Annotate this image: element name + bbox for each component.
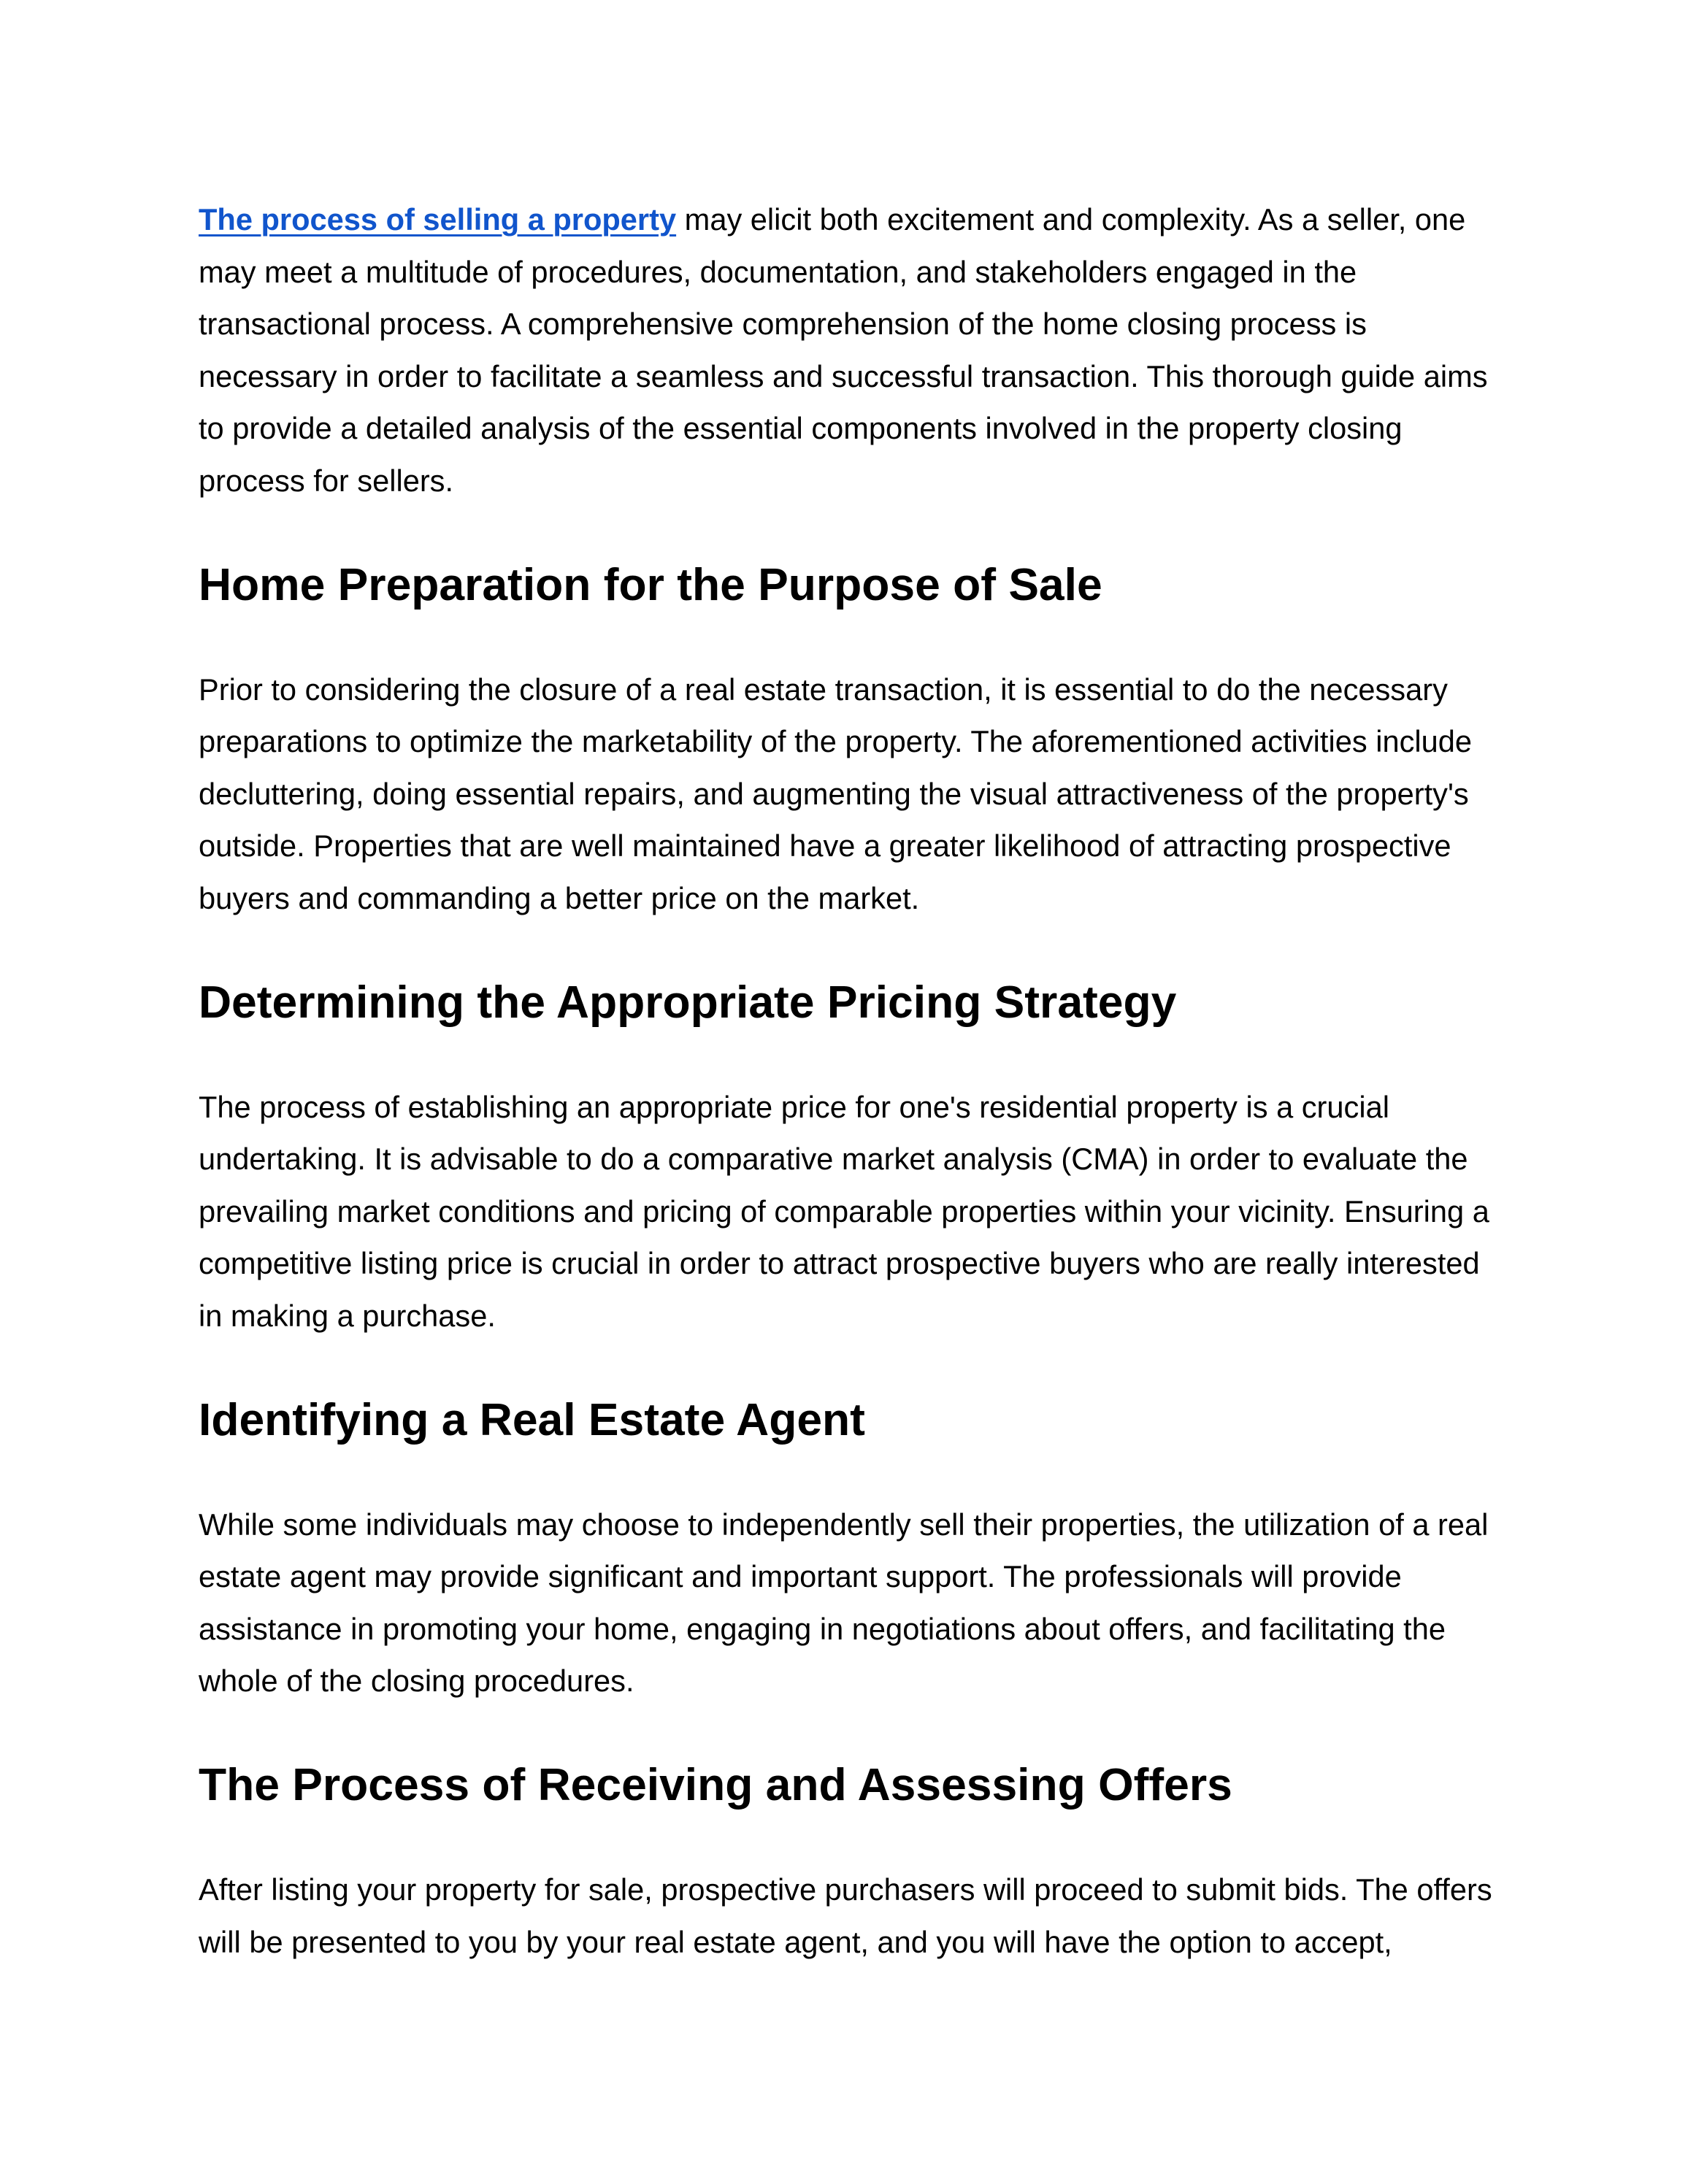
section-body-pricing-strategy: The process of establishing an appropriate price for one's residential property is a crucial undertaking. It is advisable to do a comparative market analysis (CMA) in order to evaluate the prevailing market conditions and pricing of comparable properties within your vicinity. Ensuring a competitive listing price is crucial in order to attract prospective buyers who are really interested in making a purchase. <box>199 1089 1489 1333</box>
section-heading-real-estate-agent: Identifying a Real Estate Agent <box>199 1394 865 1445</box>
document-body <box>199 193 1498 2020</box>
intro-text: may elicit both excitement and complexity. As a seller, one may meet a multitude of procedures, documentation, and stakeholders engaged in the transactional process. A comprehensive comprehension of the home closing process is necessary in order to facilitate a seamless and successful transaction. This thorough guide aims to provide a detailed analysis of the essential components involved in the property closing process for sellers. <box>199 202 1488 498</box>
section-heading-pricing-strategy: Determining the Appropriate Pricing Strategy <box>199 977 1177 1028</box>
section-body-home-preparation: Prior to considering the closure of a real estate transaction, it is essential to do the necessary preparations to optimize the marketability of the property. The aforementioned activities include decluttering, doing essential repairs, and augmenting the visual attractiveness of the property's outside. Properties that are well maintained have a greater likelihood of attracting prospective buyers and commanding a better price on the market. <box>199 672 1473 915</box>
section-heading-offers: The Process of Receiving and Assessing Offers <box>199 1760 1232 1810</box>
section-body-offers: After listing your property for sale, prospective purchasers will proceed to submit bids. The offers will be presented to you by your real estate agent, and you will have the option to accept, <box>199 1872 1492 1959</box>
intro-paragraph <box>199 193 1498 507</box>
intro-link[interactable]: The process of selling a property <box>199 202 677 237</box>
section-body-real-estate-agent: While some individuals may choose to independently sell their properties, the utilization of a real estate agent may provide significant and important support. The professionals will provide assistance in promoting your home, engaging in negotiations about offers, and facilitating the whole of the closing procedures. <box>199 1507 1489 1698</box>
section-heading-home-preparation: Home Preparation for the Purpose of Sale <box>199 559 1102 610</box>
